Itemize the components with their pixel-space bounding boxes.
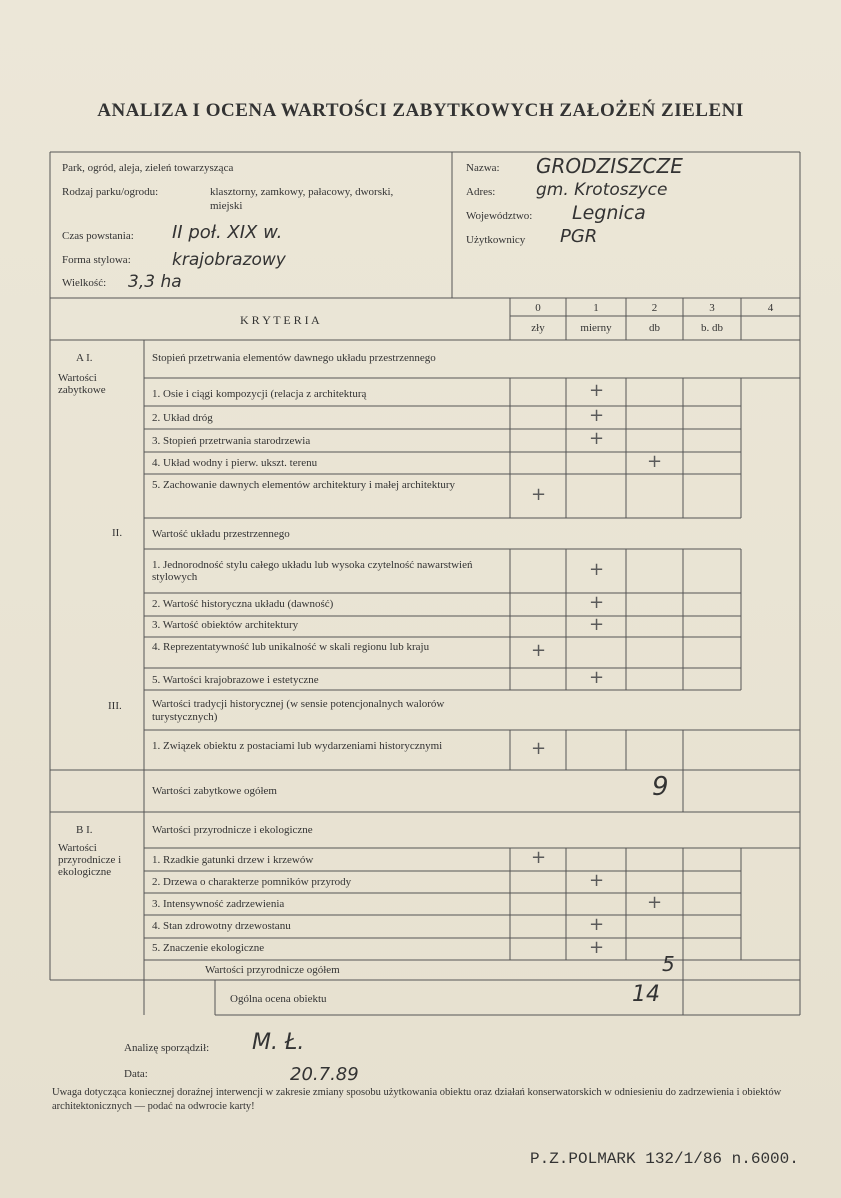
- time-label: Czas powstania:: [62, 230, 134, 242]
- grade-mark: +: [589, 380, 605, 401]
- grade-mark: +: [531, 738, 547, 759]
- section-b-code: B I.: [76, 824, 93, 836]
- b-item-2: 2. Drzewa o charakterze pomników przyrody: [152, 876, 352, 888]
- section-a3-code: III.: [108, 700, 122, 712]
- voivodeship-value: Legnica: [572, 202, 646, 224]
- grade-mark: +: [589, 559, 605, 580]
- score-0: 0: [535, 302, 541, 314]
- time-value: II poł. XIX w.: [172, 222, 283, 243]
- a2-item-3: 3. Wartość obiektów architektury: [152, 619, 299, 631]
- kind-options-2: miejski: [210, 200, 243, 212]
- score-4: 4: [767, 302, 774, 314]
- b-item-5: 5. Znaczenie ekologiczne: [152, 942, 265, 954]
- a1-item-1: 1. Osie i ciągi kompozycji (relacja z architekturą: [152, 388, 367, 400]
- a1-item-5: 5. Zachowanie dawnych elementów architektury i małej architektury: [152, 479, 455, 491]
- section-a-code: A I.: [76, 352, 93, 364]
- grade-mark: +: [531, 847, 547, 868]
- score-1: 1: [593, 302, 599, 314]
- a2-item-5: 5. Wartości krajobrazowe i estetyczne: [152, 674, 319, 686]
- a1-item-2: 2. Układ dróg: [152, 412, 213, 424]
- date-value: 20.7.89: [290, 1064, 359, 1085]
- kind-label: Rodzaj parku/ogrodu:: [62, 186, 159, 198]
- b-item-4: 4. Stan zdrowotny drzewostanu: [152, 920, 291, 932]
- a-total-label: Wartości zabytkowe ogółem: [152, 785, 277, 797]
- b-item-3: 3. Intensywność zadrzewienia: [152, 898, 285, 910]
- size-value: 3,3 ha: [128, 272, 182, 292]
- grade-mark: +: [589, 914, 605, 935]
- a2-group-title: Wartość układu przestrzennego: [152, 528, 290, 540]
- grade-mark: +: [589, 405, 605, 426]
- score-name-0: zły: [531, 322, 545, 334]
- users-label: Użytkownicy: [466, 234, 526, 246]
- b-total-label: Wartości przyrodnicze ogółem: [205, 964, 340, 976]
- voivodeship-label: Województwo:: [466, 210, 533, 222]
- grade-mark: +: [531, 640, 547, 661]
- criteria-header: K R Y T E R I A: [240, 313, 320, 327]
- grade-mark: +: [589, 592, 605, 613]
- footer-code: P.Z.POLMARK 132/1/86 n.6000.: [530, 1150, 799, 1168]
- a3-item-1: 1. Związek obiektu z postaciami lub wydarzeniami historycznymi: [152, 740, 443, 752]
- score-2: 2: [651, 302, 658, 314]
- address-label: Adres:: [466, 186, 496, 198]
- score-name-3: b. db: [701, 322, 723, 334]
- note-text: Uwaga dotycząca koniecznej doraźnej interwencji w zakresie zmiany sposobu użytkowania obiektu oraz działań konserwatorskich w odniesieniu do zadrzewienia i obiektów architektonicznych — podać na odwrocie karty!: [52, 1087, 782, 1112]
- grade-mark: +: [589, 614, 605, 635]
- a1-item-3: 3. Stopień przetrwania starodrzewia: [152, 435, 311, 447]
- overall-label: Ogólna ocena obiektu: [230, 993, 327, 1005]
- grade-mark: +: [589, 937, 605, 958]
- a1-item-4: 4. Układ wodny i pierw. ukszt. terenu: [152, 457, 318, 469]
- score-name-2: db: [649, 322, 660, 334]
- b-total-value: 5: [662, 952, 675, 976]
- a2-item-2: 2. Wartość historyczna układu (dawność): [152, 598, 334, 610]
- a3-group-title: Wartości tradycji historycznej (w sensie potencjonalnych walorów turystycznych): [152, 698, 445, 723]
- grade-mark: +: [589, 428, 605, 449]
- b-group-title: Wartości przyrodnicze i ekologiczne: [152, 824, 313, 836]
- section-b-name: Wartości przyrodnicze i ekologiczne: [58, 842, 122, 878]
- name-label: Nazwa:: [466, 162, 500, 174]
- type-label: Park, ogród, aleja, zieleń towarzysząca: [62, 162, 234, 174]
- section-a-name: Wartości zabytkowe: [58, 372, 106, 396]
- grade-mark: +: [647, 451, 663, 472]
- style-label: Forma stylowa:: [62, 254, 131, 266]
- a2-item-1: 1. Jednorodność stylu całego układu lub wysoka czytelność nawarstwień stylowych: [152, 559, 473, 583]
- style-value: krajobrazowy: [172, 250, 286, 270]
- form-title: ANALIZA I OCENA WARTOŚCI ZABYTKOWYCH ZAŁOŻEŃ ZIELENI: [97, 100, 744, 121]
- size-label: Wielkość:: [62, 277, 107, 289]
- users-value: PGR: [560, 226, 598, 247]
- kind-options: klasztorny, zamkowy, pałacowy, dworski,: [210, 186, 394, 198]
- section-a2-code: II.: [112, 527, 123, 539]
- prepared-signature: M. Ł.: [252, 1030, 305, 1055]
- name-value: GRODZISZCZE: [536, 154, 683, 178]
- prepared-label: Analizę sporządził:: [124, 1042, 210, 1054]
- grade-mark: +: [647, 892, 663, 913]
- a1-group-title: Stopień przetrwania elementów dawnego układu przestrzennego: [152, 352, 436, 364]
- grade-mark: +: [589, 870, 605, 891]
- a2-item-4: 4. Reprezentatywność lub unikalność w skali regionu lub kraju: [152, 641, 430, 653]
- score-name-1: mierny: [580, 322, 612, 334]
- overall-value: 14: [632, 982, 660, 1007]
- b-item-1: 1. Rzadkie gatunki drzew i krzewów: [152, 854, 314, 866]
- grade-mark: +: [589, 667, 605, 688]
- a-total-value: 9: [652, 772, 669, 802]
- grade-mark: +: [531, 484, 547, 505]
- date-label: Data:: [124, 1068, 148, 1080]
- score-3: 3: [709, 302, 715, 314]
- address-value: gm. Krotoszyce: [536, 180, 668, 200]
